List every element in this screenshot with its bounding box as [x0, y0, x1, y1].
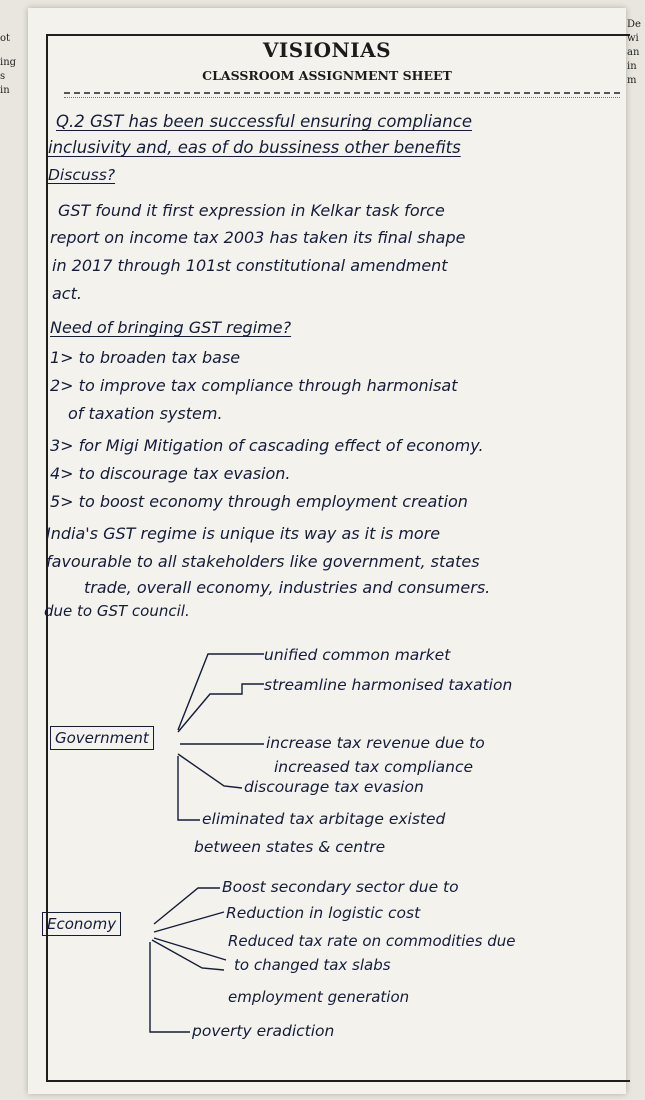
assignment-sheet [28, 8, 626, 1094]
government-branch: eliminated tax arbitage existed [202, 810, 446, 828]
answer-line: act. [52, 284, 82, 303]
government-branch: streamline harmonised taxation [264, 676, 513, 694]
government-branch: discourage tax evasion [244, 778, 424, 796]
margin-text: an [627, 47, 640, 58]
answer-line: in 2017 through 101st constitutional amendment [52, 256, 448, 275]
economy-branch: Reduced tax rate on commodities due [228, 932, 516, 950]
answer-line: favourable to all stakeholders like government, states [46, 552, 480, 571]
answer-line: due to GST council. [44, 602, 190, 620]
margin-text: wi [627, 33, 639, 44]
government-node: Government [50, 726, 154, 750]
sheet-subtitle: CLASSROOM ASSIGNMENT SHEET [202, 68, 452, 83]
adjacent-page-left-edge [0, 32, 22, 98]
question-line: Q.2 GST has been successful ensuring compliance [56, 112, 472, 131]
brand-title: VISIONIAS [262, 38, 392, 62]
economy-branch: Boost secondary sector due to [222, 878, 459, 896]
economy-branch: employment generation [228, 988, 410, 1006]
margin-text: in [627, 61, 637, 72]
need-point: 3> for Migi Mitigation of cascading effect of economy. [50, 436, 484, 455]
answer-line: trade, overall economy, industries and consumers. [84, 578, 491, 597]
margin-text: m [627, 75, 637, 86]
answer-line: India's GST regime is unique its way as it is more [46, 524, 441, 543]
margin-text: ot [0, 33, 11, 44]
answer-line: GST found it first expression in Kelkar task force [58, 201, 445, 220]
need-point: 5> to boost economy through employment creation [50, 492, 468, 511]
economy-node: Economy [42, 912, 121, 936]
government-branch: increase tax revenue due to [266, 734, 485, 752]
government-branch: between states & centre [194, 838, 386, 856]
margin-text: ing [0, 57, 17, 68]
need-heading: Need of bringing GST regime? [50, 318, 292, 337]
economy-branch: poverty eradiction [192, 1022, 335, 1040]
economy-branch: to changed tax slabs [234, 956, 391, 974]
question-line: inclusivity and, eas of do bussiness other benefits [48, 138, 461, 157]
need-point: 1> to broaden tax base [50, 348, 241, 367]
government-branch: increased tax compliance [274, 758, 474, 776]
margin-text: De [627, 19, 641, 30]
margin-text: s [0, 71, 6, 82]
economy-branch: Reduction in logistic cost [226, 904, 421, 922]
need-point: 2> to improve tax compliance through harmonisat [50, 376, 458, 395]
answer-line: report on income tax 2003 has taken its final shape [50, 228, 466, 247]
question-line: Discuss? [48, 166, 116, 184]
government-branch: unified common market [264, 646, 451, 664]
need-point: of taxation system. [68, 404, 223, 423]
need-point: 4> to discourage tax evasion. [50, 464, 291, 483]
margin-text: in [0, 85, 10, 96]
